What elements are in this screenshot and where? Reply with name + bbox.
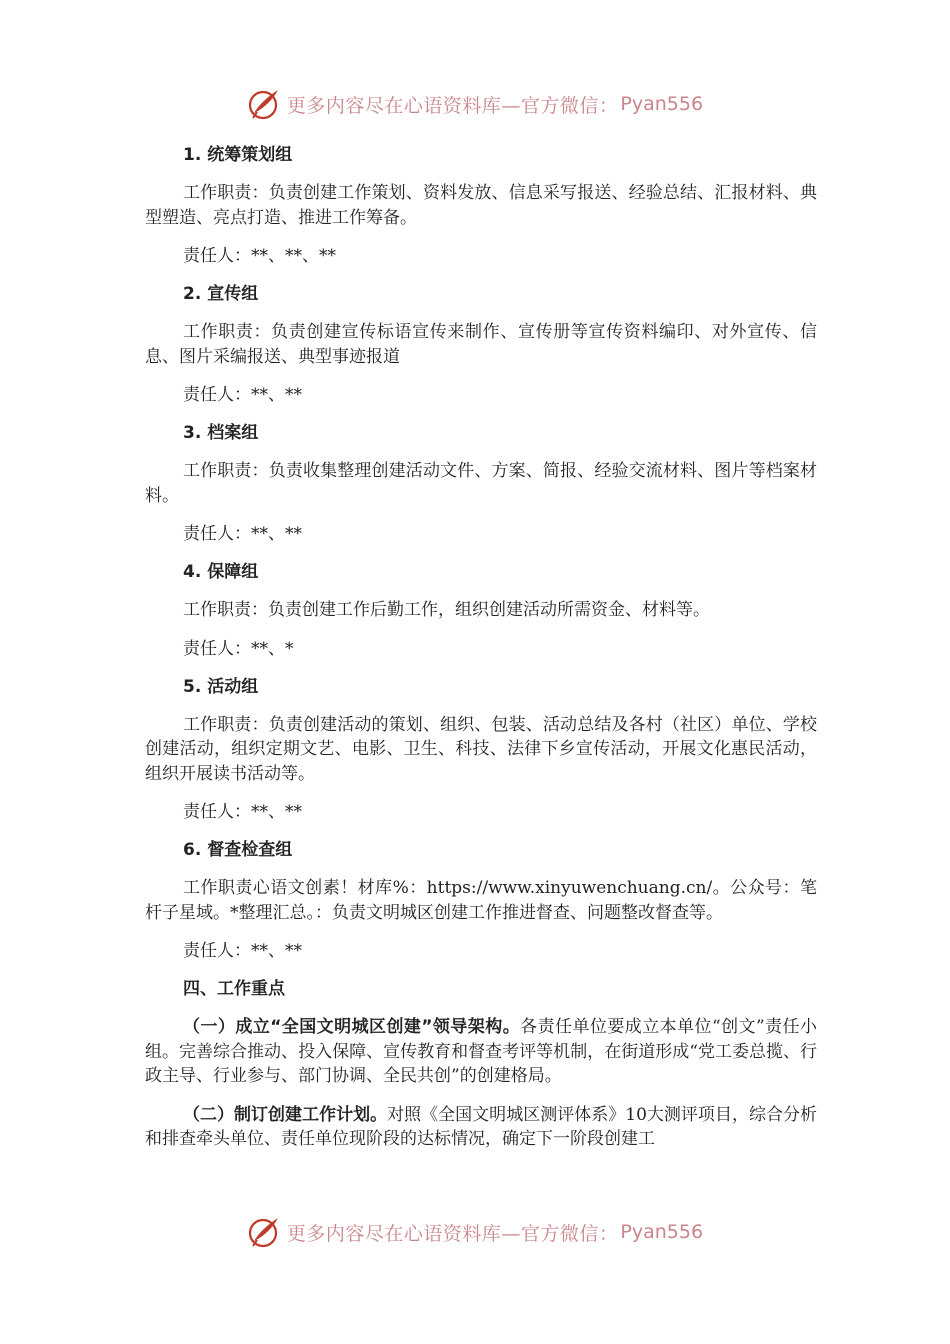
key-point-2 <box>145 1103 817 1152</box>
watermark-banner-top <box>0 82 950 126</box>
group-5-title: 5. 活动组 <box>183 676 259 697</box>
group-6-title: 6. 督查检查组 <box>183 840 293 860</box>
watermark-text: 更多内容尽在心语资料库—官方微信： <box>286 1222 619 1245</box>
section-4-title: 四、工作重点 <box>183 979 285 999</box>
quill-logo-icon <box>247 87 281 121</box>
document-body <box>145 143 817 1166</box>
quill-logo-icon <box>247 1215 281 1249</box>
group-3-person: 责任人：**、** <box>183 524 302 544</box>
watermark-text: 更多内容尽在心语资料库—官方微信： <box>286 94 619 117</box>
key-point-1 <box>145 1015 817 1089</box>
group-5-person: 责任人：**、** <box>183 802 302 822</box>
group-2-person: 责任人：**、** <box>183 385 302 405</box>
group-2-title: 2. 宣传组 <box>183 284 259 304</box>
group-4-title: 4. 保障组 <box>183 562 259 582</box>
watermark-code: Pyan556 <box>620 93 704 115</box>
group-1-duty: 工作职责：负责创建工作策划、资料发放、信息采写报送、经验总结、汇报材料、典型塑造、亮点打造、推进工作筹备。 <box>145 183 817 228</box>
key-point-2-lead: （二）制订创建工作计划。 <box>183 1104 388 1125</box>
group-4-duty: 工作职责：负责创建工作后勤工作，组织创建活动所需资金、材料等。 <box>183 600 710 620</box>
group-3-duty: 工作职责：负责收集整理创建活动文件、方案、简报、经验交流材料、图片等档案材料。 <box>145 461 817 506</box>
group-6-duty: 工作职责心语文创素！材库%：https://www.xinyuwenchuang.cn/。公众号：笔杆子星域。*整理汇总。：负责文明城区创建工作推进督查、问题整改督查等。 <box>145 878 817 923</box>
group-1-person: 责任人：**、**、** <box>183 246 336 266</box>
group-2-duty: 工作职责：负责创建宣传标语宣传来制作、宣传册等宣传资料编印、对外宣传、信息、图片采编报送、典型事迹报道 <box>145 322 817 367</box>
key-point-1-lead: （一）成立“全国文明城区创建”领导架构。 <box>183 1017 521 1037</box>
group-5-duty: 工作职责：负责创建活动的策划、组织、包装、活动总结及各村（社区）单位、学校创建活动，组织定期文艺、电影、卫生、科技、法律下乡宣传活动，开展文化惠民活动，组织开展读书活动等。 <box>145 714 817 784</box>
key-point-1-body: 各责任单位要成立本单位“创文”责任小组。完善综合推动、投入保障、宣传教育和督查考评等机制，在街道形成“党工委总揽、行政主导、行业参与、部门协调、全民共创”的创建格局。 <box>145 1017 817 1086</box>
watermark-banner-bottom <box>0 1210 950 1254</box>
group-3-title: 3. 档案组 <box>183 423 259 443</box>
group-4-person: 责任人：**、* <box>183 638 294 659</box>
group-6-person: 责任人：**、** <box>183 941 302 961</box>
watermark-code: Pyan556 <box>620 1221 704 1243</box>
key-point-2-body: 对照《全国文明城区测评体系》10大测评项目，综合分析和排查牵头单位、责任单位现阶段的达标情况，确定下一阶段创建工 <box>145 1104 817 1149</box>
group-1-title: 1. 统筹策划组 <box>183 145 293 165</box>
